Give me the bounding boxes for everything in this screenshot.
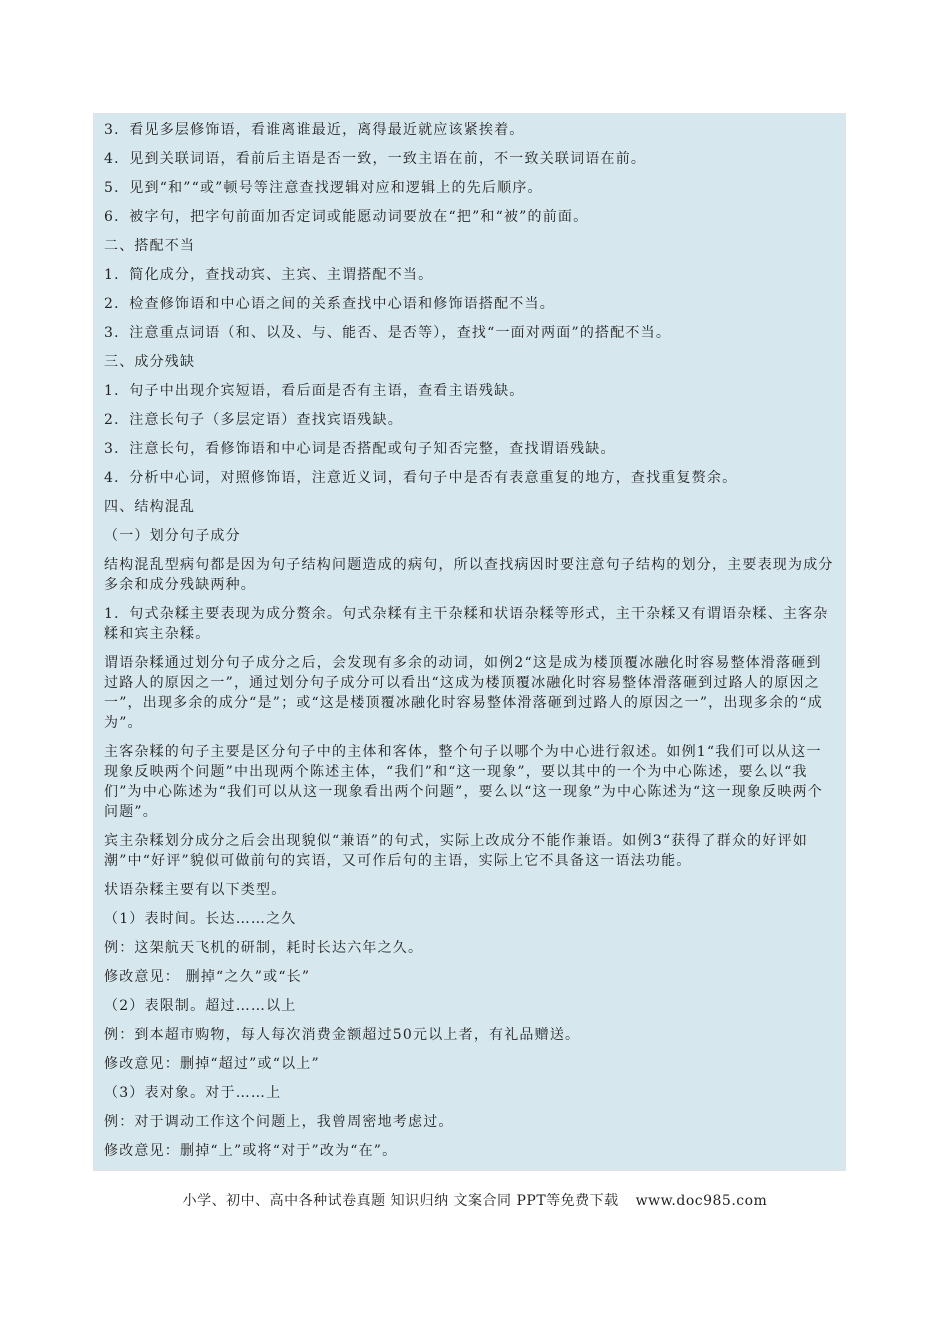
paragraph: 宾主杂糅划分成分之后会出现貌似“兼语”的句式，实际上改成分不能作兼语。如例3“获得了群众的好评如潮”中“好评”貌似可做前句的宾语，又可作后句的主语，实际上它不具备这一语法功能。 bbox=[104, 833, 808, 869]
paragraph: 1．句式杂糅主要表现为成分赘余。句式杂糅有主干杂糅和状语杂糅等形式，主干杂糅又有谓语杂糅、主客杂糅和宾主杂糅。 bbox=[104, 606, 829, 642]
section-heading: 二、搭配不当 bbox=[104, 238, 196, 254]
text-line: 1．简化成分，查找动宾、主宾、主谓搭配不当。 bbox=[104, 267, 434, 283]
subsection-heading: （一）划分句子成分 bbox=[104, 528, 241, 544]
text-line: （3）表对象。对于……上 bbox=[104, 1085, 282, 1101]
text-line: 3．注意长句，看修饰语和中心词是否搭配或句子知否完整，查找谓语残缺。 bbox=[104, 441, 616, 457]
text-line: 2．检查修饰语和中心语之间的关系查找中心语和修饰语搭配不当。 bbox=[104, 296, 555, 312]
footer-link[interactable]: www.doc985.com bbox=[635, 1193, 768, 1209]
text-line: 状语杂糅主要有以下类型。 bbox=[104, 882, 287, 898]
text-line: 6．被字句，把字句前面加否定词或能愿动词要放在“把”和“被”的前面。 bbox=[104, 209, 589, 225]
section-heading: 三、成分残缺 bbox=[104, 354, 196, 370]
text-line: 例：对于调动工作这个问题上，我曾周密地考虑过。 bbox=[104, 1114, 454, 1130]
footer-text: 小学、初中、高中各种试卷真题 知识归纳 文案合同 PPT等免费下载 bbox=[182, 1193, 619, 1209]
text-line: 例：这架航天飞机的研制，耗时长达六年之久。 bbox=[104, 940, 424, 956]
text-line: 2．注意长句子（多层定语）查找宾语残缺。 bbox=[104, 412, 403, 428]
text-line: 修改意见：删掉“上”或将“对于”改为“在”。 bbox=[104, 1143, 398, 1159]
section-heading: 四、结构混乱 bbox=[104, 499, 196, 515]
text-line: 修改意见：删掉“超过”或“以上” bbox=[104, 1056, 320, 1072]
text-line: 1．句子中出现介宾短语，看后面是否有主语，查看主语残缺。 bbox=[104, 383, 525, 399]
text-line: （2）表限制。超过……以上 bbox=[104, 998, 297, 1014]
text-line: 例：到本超市购物，每人每次消费金额超过50元以上者，有礼品赠送。 bbox=[104, 1027, 581, 1043]
text-line: 5．见到“和”“或”顿号等注意查找逻辑对应和逻辑上的先后顺序。 bbox=[104, 180, 543, 196]
paragraph: 主客杂糅的句子主要是区分句子中的主体和客体，整个句子以哪个为中心进行叙述。如例1“我们可以从这一现象反映两个问题”中出现两个陈述主体，“我们”和“这一现象”，要以其中的一个为中心陈述，要么以“我们”为中心陈述为“我们可以从这一现象看出两个问题”，要么以“这一现象”为中心陈述为“这一现象反映两个问题”。 bbox=[104, 744, 823, 820]
text-line: 4．见到关联词语，看前后主语是否一致，一致主语在前，不一致关联词语在前。 bbox=[104, 151, 647, 167]
content-panel bbox=[93, 113, 846, 1171]
text-line: 4．分析中心词，对照修饰语，注意近义词，看句子中是否有表意重复的地方，查找重复赘余。 bbox=[104, 470, 738, 486]
text-line: 3．注意重点词语（和、以及、与、能否、是否等），查找“一面对两面”的搭配不当。 bbox=[104, 325, 672, 341]
text-line: 3．看见多层修饰语，看谁离谁最近，离得最近就应该紧挨着。 bbox=[104, 122, 525, 138]
text-line: 修改意见： 删掉“之久”或“长” bbox=[104, 969, 311, 985]
paragraph: 谓语杂糅通过划分句子成分之后，会发现有多余的动词，如例2“这是成为楼顶覆冰融化时容易整体滑落砸到过路人的原因之一”，通过划分句子成分可以看出“这成为楼顶覆冰融化时容易整体滑落砸到过路人的原因之一”，出现多余的成分“是”；或“这是楼顶覆冰融化时容易整体滑落砸到过路人的原因之一”，出现多余的“成为”。 bbox=[104, 655, 823, 731]
text-line: （1）表时间。长达……之久 bbox=[104, 911, 297, 927]
paragraph: 结构混乱型病句都是因为句子结构问题造成的病句，所以查找病因时要注意句子结构的划分，主要表现为成分多余和成分残缺两种。 bbox=[104, 557, 834, 593]
page-footer bbox=[0, 1190, 950, 1210]
